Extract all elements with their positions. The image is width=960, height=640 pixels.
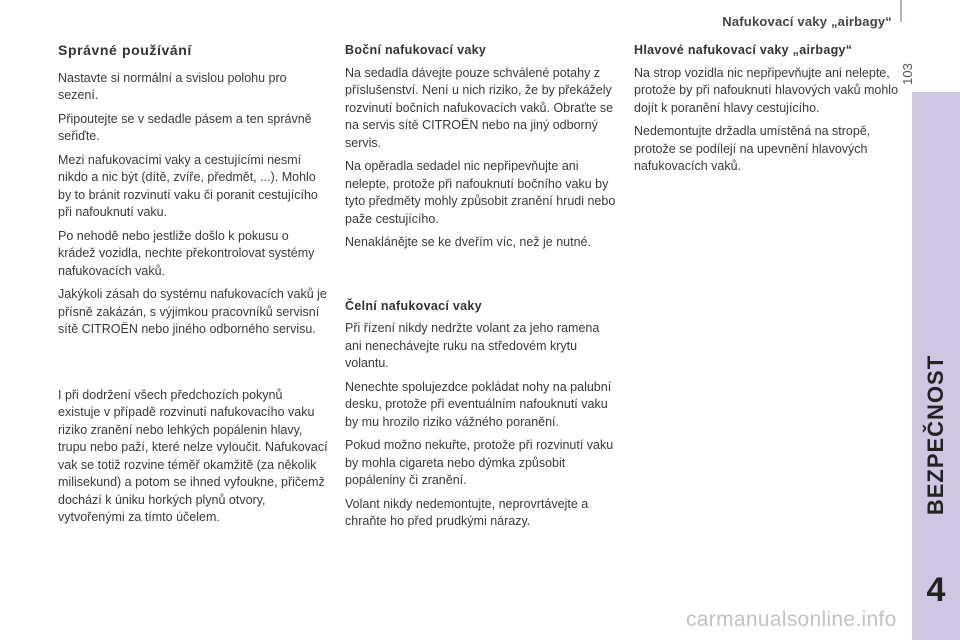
chapter-label-wrap [904,320,960,550]
paragraph: Pokud možno nekuřte, protože při rozvinutí vaku by mohla cigareta nebo dýmka způsobit popáleniny či zranění. [345,438,614,487]
column-side-front-airbags [345,42,617,537]
paragraph: Po nehodě nebo jestliže došlo k pokusu o krádež vozidla, nechte překontrolovat systémy nafukovacích vaků. [58,228,315,278]
paragraph: Jakýkoli zásah do systému nafukovacích vaků je přísně zakázán, s výjimkou pracovníků servisní sítě CITROËN nebo jiného odborného servisu. [58,287,327,336]
paragraph: Volant nikdy nedemontujte, neprovrtávejte a chraňte ho před prudkými nárazy. [345,496,589,528]
section-heading-curtain-airbags: Hlavové nafukovací vaky „airbagy“ [634,43,853,57]
column-correct-use [58,42,328,533]
spacer [58,345,328,387]
paragraph: Nedemontujte držadla umístěná na stropě, protože se podílejí na upevnění hlavových nafukovacích vaků. [634,124,871,173]
paragraph: Při řízení nikdy nedržte volant za jeho ramena ani nenechávejte ruku na středovém krytu volantu. [345,321,600,370]
page-header-title: Nafukovací vaky „airbagy“ [722,14,892,29]
paragraph: Mezi nafukovacími vaky a cestujícími nesmí nikdo a nic být (dítě, zvíře, předmět, ...). Mohlo by to bránit rozvinutí vaku či poranit cestujícího při nafouknutí vaku. [58,152,318,219]
paragraph: Připoutejte se v sedadle pásem a ten správně seřiďte. [58,111,312,143]
paragraph: Na sedadla dávejte pouze schválené potahy z příslušenství. Není u nich riziko, že by překážely rozvinutí bočních nafukovacích vaků. Obraťte se na servis sítě CITROËN nebo na jiný odborný servis. [345,65,614,150]
paragraph: I při dodržení všech předchozích pokynů existuje v případě rozvinutí nafukovacího vaku riziko zranění nebo lehkých popálenin hlavy, trupu nebo paží, které nelze vyloučit. Nafukovací vak se totiž rozvine téměř okamžitě (za několik milisekund) a potom se ihned vyfoukne, přičemž dochází k úniku horkých plynů otvory, vytvořenými za tímto účelem. [58,387,328,524]
section-heading-front-airbags: Čelní nafukovací vaky [345,298,482,313]
paragraph: Na strop vozidla nic nepřipevňujte ani nelepte, protože by při nafouknutí hlavových vaků mohlo dojít k poranění hlavy cestujícího. [634,65,899,115]
header-divider [900,0,902,22]
chapter-side-tab [912,92,960,640]
page-number: 103 [900,63,915,85]
chapter-number: 4 [926,571,946,609]
paragraph: Nastavte si normální a svislou polohu pro sezení. [58,70,287,102]
paragraph: Na opěradla sedadel nic nepřipevňujte ani nelepte, protože při nafouknutí bočního vaku by tyto předměty mohly způsobit zranění hrudi nebo paže cestujícího. [345,159,616,226]
column-curtain-airbags [634,42,900,182]
watermark: carmanualsonline.info [686,608,897,631]
chapter-label: BEZPEČNOST [923,354,949,516]
paragraph: Nenaklánějte se ke dveřím víc, než je nutné. [345,235,591,249]
section-heading-correct-use: Správné používání [58,42,192,58]
paragraph: Nenechte spolujezdce pokládat nohy na palubní desku, protože při eventuálním nafouknutí vaku by mu hrozilo riziko vážného poranění. [345,379,612,429]
section-heading-side-airbags: Boční nafukovací vaky [345,43,487,57]
spacer [345,258,617,298]
